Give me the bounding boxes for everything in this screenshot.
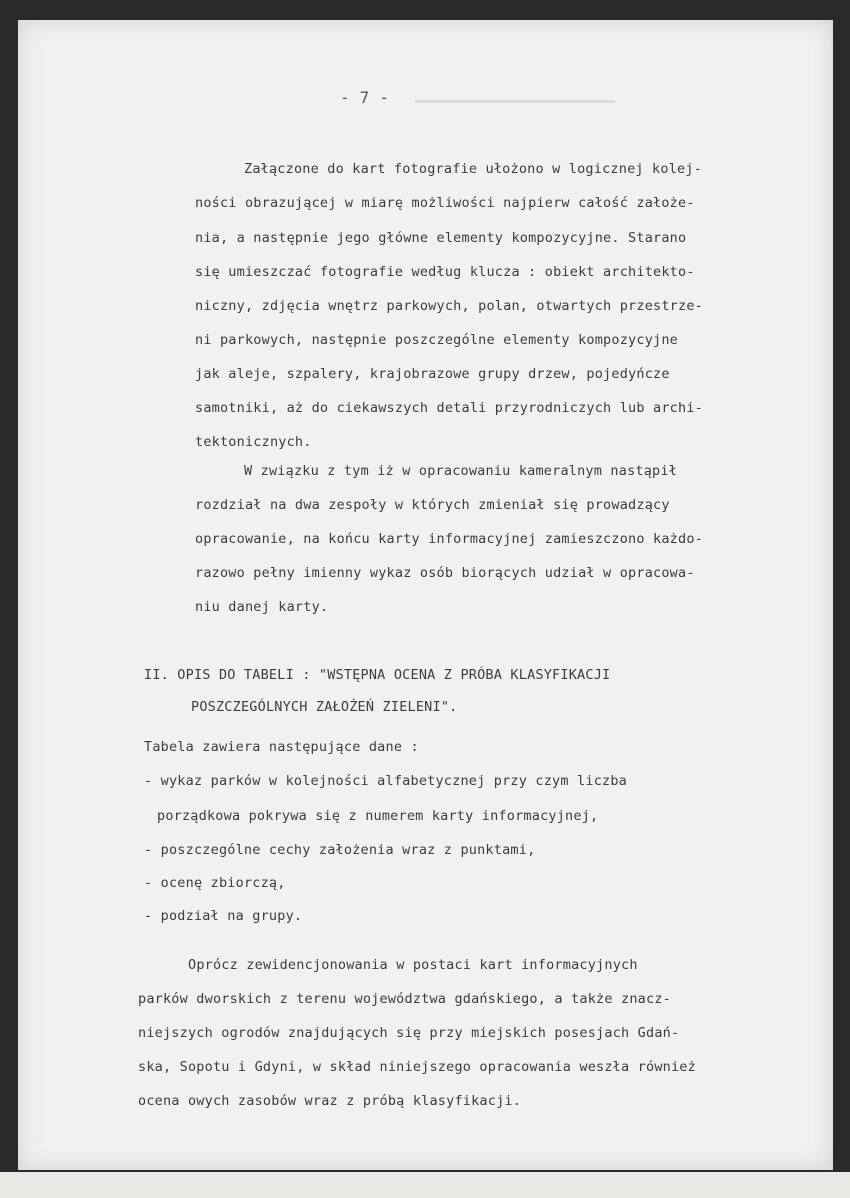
p2-line-1: W związku z tym iż w opracowaniu kameralnym nastąpił [244,463,678,479]
page-number: - 7 - [340,88,390,107]
p1-line-3: nia, a następnie jego główne elementy kompozycyjne. Starano [195,230,687,246]
list-item-2: - poszczególne cechy założenia wraz z punktami, [144,842,536,858]
p1-line-2: ności obrazującej w miarę możliwości najpierw całość założe- [195,195,695,211]
p1-line-8: samotniki, aż do ciekawszych detali przyrodniczych lub archi- [195,400,703,416]
p3-line-2: parków dworskich z terenu województwa gdańskiego, a także znacz- [138,991,671,1007]
section-heading-line-2: POSZCZEGÓLNYCH ZAŁOŻEŃ ZIELENI". [191,699,458,715]
list-item-3: - ocenę zbiorczą, [144,875,286,891]
p1-line-6: ni parkowych, następnie poszczególne elementy kompozycyjne [195,332,679,348]
list-item-1: - wykaz parków w kolejności alfabetycznej przy czym liczba [144,773,628,789]
p1-line-1: Załączone do kart fotografie ułożono w logicznej kolej- [244,161,703,177]
list-intro: Tabela zawiera następujące dane : [144,739,419,755]
p2-line-4: razowo pełny imienny wykaz osób biorących udział w opracowa- [195,565,695,581]
p2-line-3: opracowanie, na końcu karty informacyjnej zamieszczono każdo- [195,531,703,547]
p3-line-5: ocena owych zasobów wraz z próbą klasyfikacji. [138,1093,522,1109]
p2-line-2: rozdział na dwa zespoły w których zmieniał się prowadzący [195,497,670,513]
p3-line-1: Oprócz zewidencjonowania w postaci kart informacyjnych [188,957,638,973]
list-item-4: - podział na grupy. [144,908,303,924]
p1-line-7: jak aleje, szpalery, krajobrazowe grupy drzew, pojedyńcze [195,366,670,382]
p1-line-9: tektonicznych. [195,434,312,450]
p3-line-4: ska, Sopotu i Gdyni, w skład niniejszego opracowania weszła również [138,1059,696,1075]
section-heading-line-1: II. OPIS DO TABELI : "WSTĘPNA OCENA Z PRÓBA KLASYFIKACJI [144,667,611,683]
p1-line-5: niczny, zdjęcia wnętrz parkowych, polan, otwartych przestrze- [195,298,703,314]
p3-line-3: niejszych ogrodów znajdujących się przy miejskich posesjach Gdań- [138,1025,680,1041]
p2-line-5: niu danej karty. [195,599,329,615]
p1-line-4: się umieszczać fotografie według klucza : obiekt architekto- [195,264,695,280]
faint-mark [415,100,615,103]
list-item-1-cont: porządkowa pokrywa się z numerem karty informacyjnej, [157,808,599,824]
